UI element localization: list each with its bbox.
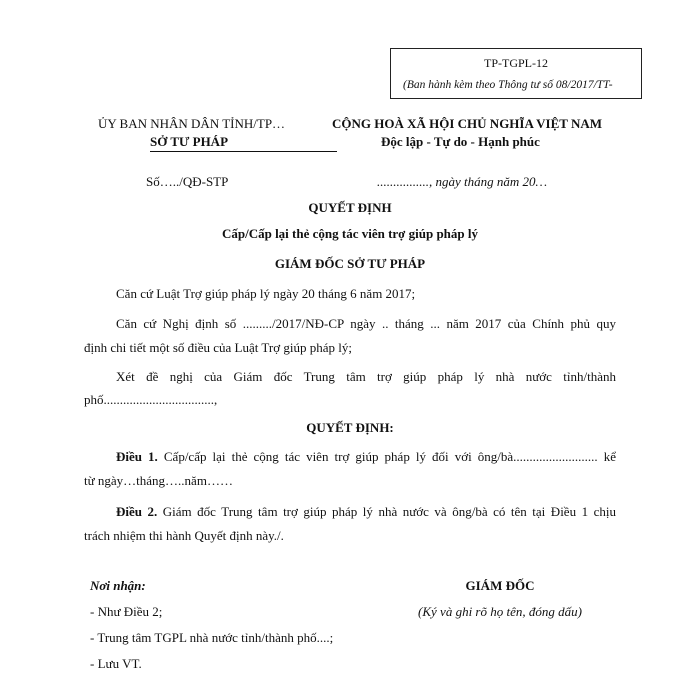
recipient-item: - Như Điều 2; <box>90 604 163 619</box>
proposal-line2: phố.................................., <box>84 392 218 407</box>
article-2-line1 <box>116 499 616 525</box>
article-2-text: Giám đốc Trung tâm trợ giúp pháp lý nhà nước và ông/bà có tên tại Điều 1 chịu <box>157 504 616 519</box>
national-motto: Độc lập - Tự do - Hạnh phúc <box>381 134 540 149</box>
signature-title: GIÁM ĐỐC <box>465 578 535 593</box>
article-1-text: Cấp/cấp lại thẻ cộng tác viên trợ giúp pháp lý đối với ông/bà.......................... kể <box>157 449 616 464</box>
article-2-label: Điều 2. <box>116 504 158 519</box>
legal-basis-decree-line1: Căn cứ Nghị định số ........./2017/NĐ-CP ngày .. tháng ... năm 2017 của Chính phủ quy <box>116 316 616 331</box>
document-subtitle: Cấp/Cấp lại thẻ cộng tác viên trợ giúp pháp lý <box>221 226 479 241</box>
department-underline <box>150 151 337 152</box>
form-code-box <box>390 48 642 99</box>
recipient-item: - Lưu VT. <box>90 656 142 671</box>
article-2-line2: trách nhiệm thi hành Quyết định này./. <box>84 528 284 543</box>
legal-basis-decree-line2: định chi tiết một số điều của Luật Trợ giúp pháp lý; <box>84 340 352 355</box>
document-title: QUYẾT ĐỊNH <box>308 200 392 215</box>
nation-title: CỘNG HOÀ XÃ HỘI CHỦ NGHĨA VIỆT NAM <box>332 116 603 131</box>
article-1-line1 <box>116 444 616 470</box>
article-1-label: Điều 1. <box>116 449 158 464</box>
decision-heading: QUYẾT ĐỊNH: <box>306 420 394 435</box>
department-name: SỞ TƯ PHÁP <box>150 134 229 149</box>
date-place: ................, ngày tháng năm 20… <box>377 174 548 189</box>
form-code: TP-TGPL-12 <box>484 56 548 70</box>
recipient-item: - Trung tâm TGPL nhà nước tỉnh/thành phố....; <box>90 630 334 645</box>
document-number: Số…../QĐ-STP <box>146 174 229 189</box>
form-issued-note: (Ban hành kèm theo Thông tư số 08/2017/TT- <box>403 79 613 91</box>
issuing-authority: ỦY BAN NHÂN DÂN TỈNH/TP… <box>98 116 286 131</box>
authority-title: GIÁM ĐỐC SỞ TƯ PHÁP <box>274 256 426 271</box>
article-1-line2: từ ngày…tháng…..năm…… <box>84 473 233 488</box>
signature-note: (Ký và ghi rõ họ tên, đóng dấu) <box>418 604 582 619</box>
recipients-heading: Nơi nhận: <box>90 578 146 593</box>
legal-basis-law: Căn cứ Luật Trợ giúp pháp lý ngày 20 tháng 6 năm 2017; <box>116 286 416 301</box>
proposal-line1: Xét đề nghị của Giám đốc Trung tâm trợ giúp pháp lý nhà nước tỉnh/thành <box>116 369 616 384</box>
